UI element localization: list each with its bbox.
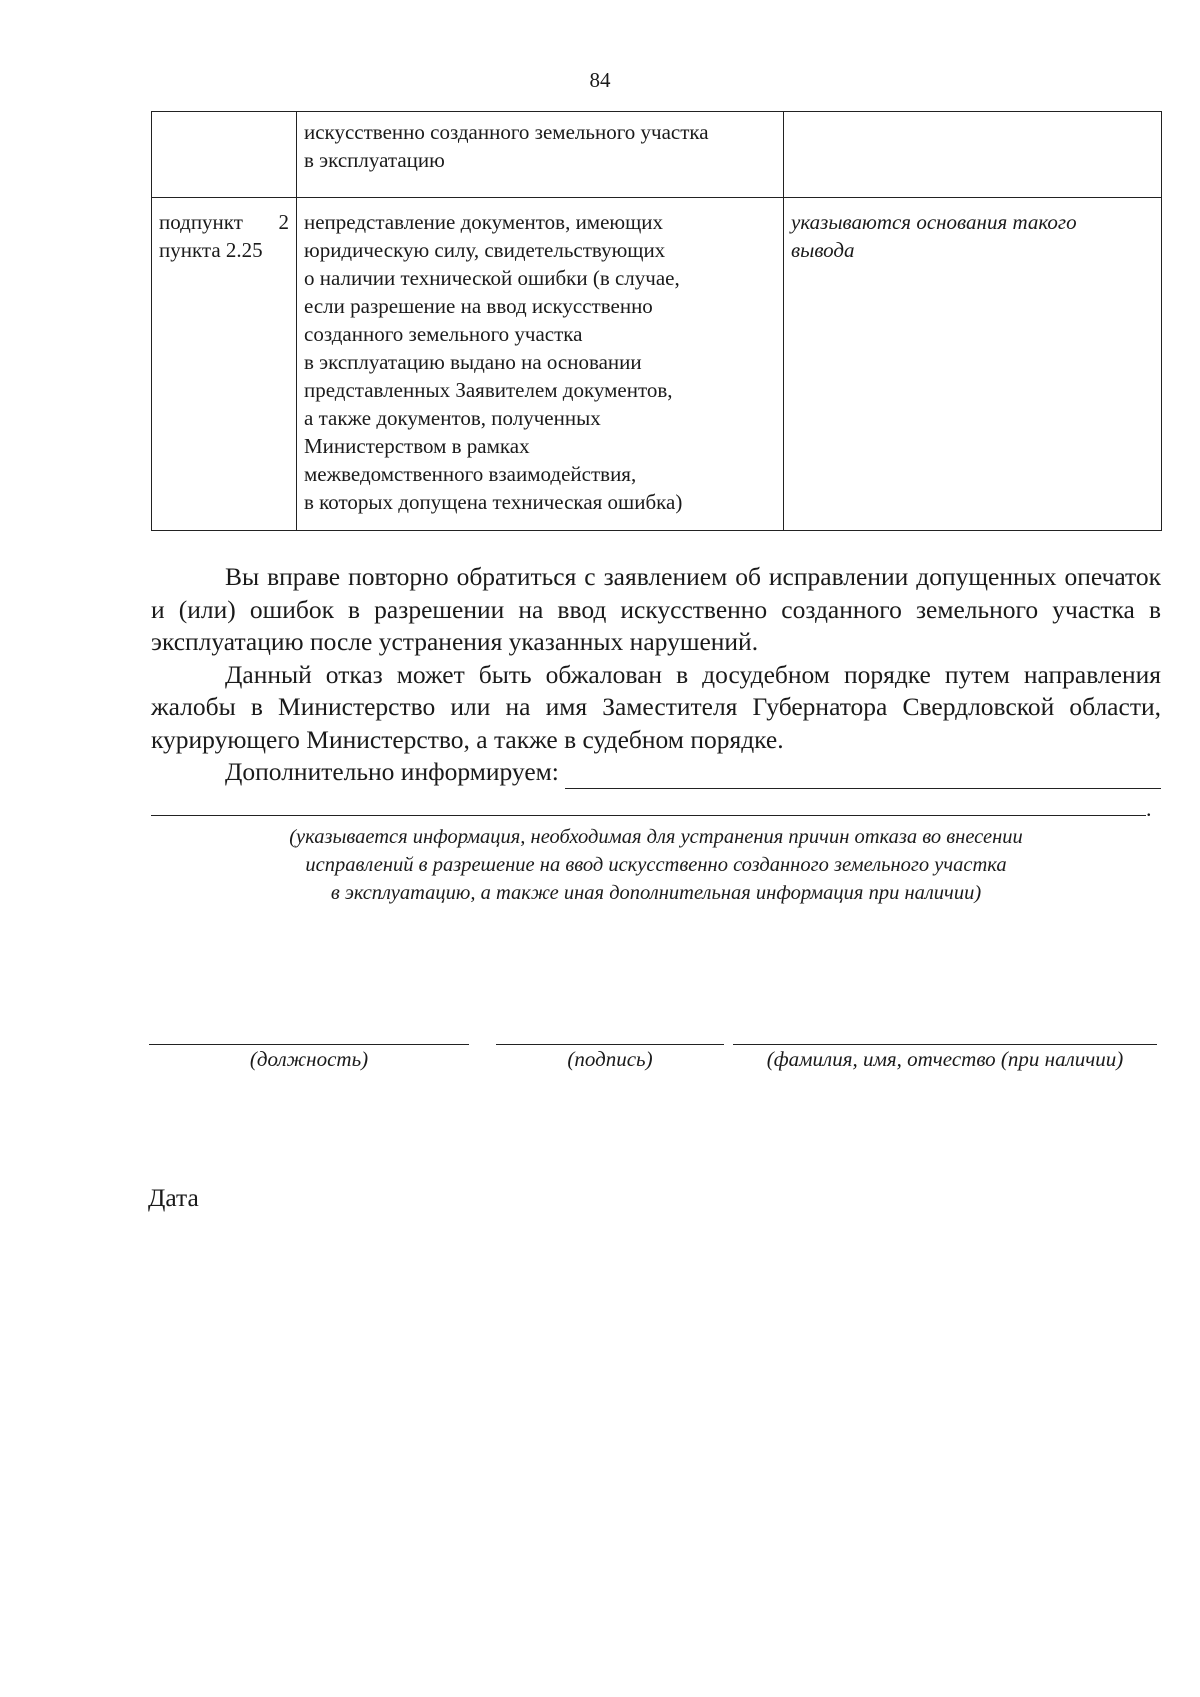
table-cell-explanation <box>784 112 1162 198</box>
table-row <box>152 198 1162 531</box>
reference-subpoint-number: 2 <box>278 210 289 234</box>
grounds-table <box>151 111 1162 531</box>
table-cell-reference <box>152 198 297 531</box>
fill-line[interactable] <box>565 764 1161 789</box>
table-cell-ground: непредставление документов, имеющих юридическую силу, свидетельствующих о наличии технической ошибки (в случае, если разрешение на ввод искусственно созданного земельного участка в эксплуатацию выдано на основании представленных Заявителем документов, а также документов, полученных Министерством в рамках межведомственного взаимодействия, в которых допущена техническая ошибка) <box>297 198 784 531</box>
fill-instruction-note: (указывается информация, необходимая для устранения причин отказа во внесении исправлений в разрешение на ввод искусственно созданного земельного участка в эксплуатацию, а также иная дополнительная информация при наличии) <box>289 826 1023 904</box>
table-cell-explanation: указываются основания такого вывода <box>784 198 1162 531</box>
full-name-label: (фамилия, имя, отчество (при наличии) <box>766 1047 1124 1071</box>
reference-subpoint: подпункт <box>159 210 243 234</box>
position-label: (должность) <box>249 1047 369 1071</box>
fill-line-end-dot: . <box>1146 796 1152 821</box>
additional-info-label: Дополнительно информируем: <box>225 757 559 786</box>
date-label: Дата <box>148 1183 199 1212</box>
position-signature-line[interactable] <box>149 1044 469 1045</box>
fill-line-continuation[interactable] <box>151 815 1146 816</box>
paragraph-resubmit: Вы вправе повторно обратиться с заявлением об исправлении допущенных опечаток и (или) ошибок в разрешении на ввод искусственно созданного земельного участка в эксплуатацию после устранения указанных нарушений. <box>151 562 1161 656</box>
signature-line[interactable] <box>496 1044 724 1045</box>
table-cell-reference <box>152 112 297 198</box>
body-text <box>151 561 1161 789</box>
table-cell-ground: искусственно созданного земельного участка в эксплуатацию <box>297 112 784 198</box>
page-number: 84 <box>589 68 611 92</box>
table-row <box>152 112 1162 198</box>
signature-label: (подпись) <box>567 1047 653 1071</box>
paragraph-appeal: Данный отказ может быть обжалован в досудебном порядке путем направления жалобы в Министерство или на имя Заместителя Губернатора Свердловской области, курирующего Министерство, а также в судебном порядке. <box>151 659 1161 754</box>
reference-point: пункта 2.25 <box>159 238 263 262</box>
additional-info-line <box>151 756 1161 789</box>
full-name-signature-line[interactable] <box>733 1044 1157 1045</box>
